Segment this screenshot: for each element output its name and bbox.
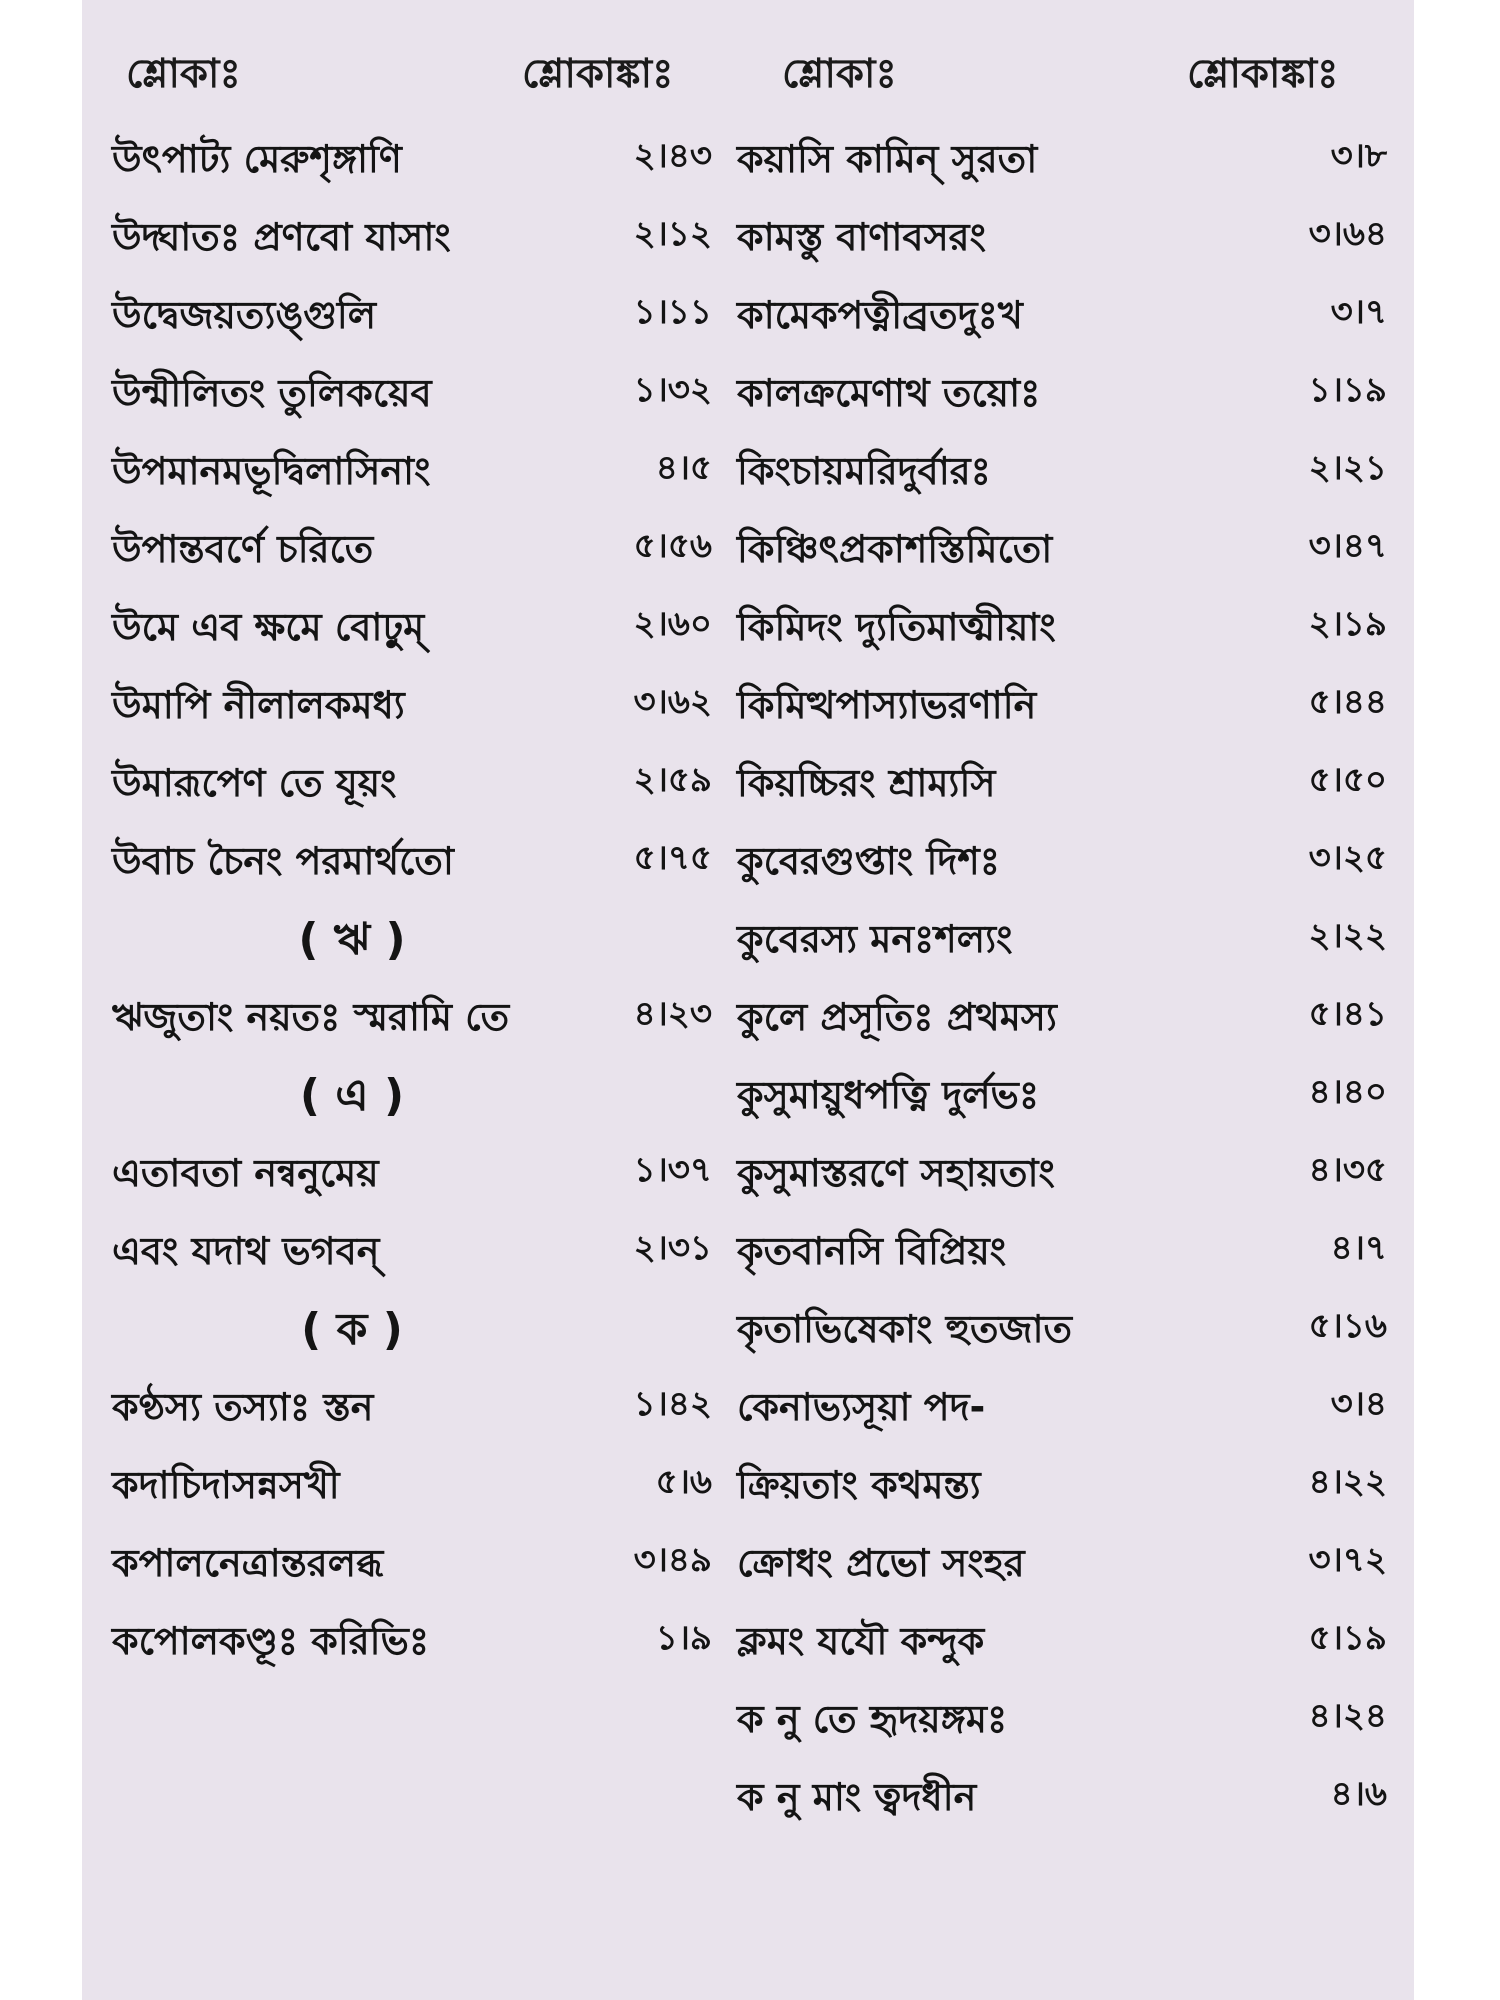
verse-reference: ২।২২	[1308, 916, 1387, 956]
section-letter: ( ক )	[301, 1304, 403, 1355]
verse-reference: ৫।৬	[655, 1462, 712, 1502]
right-ref-header: শ্লোকাঙ্কাঃ	[1187, 51, 1339, 97]
verse-first-line: কুবেরগুপ্তাং দিশঃ	[737, 839, 1001, 883]
index-entry	[737, 430, 1387, 500]
verse-first-line: ক্লমং যযৌ কন্দুক	[737, 1619, 985, 1663]
verse-first-line: এতাবতা নন্বনুমেয়	[112, 1151, 379, 1195]
verse-first-line: ক নু মাং ত্বদধীন	[737, 1775, 977, 1819]
index-entry	[737, 1132, 1387, 1202]
verse-first-line: উমাপি নীলালকমধ্য	[112, 683, 405, 727]
index-entry	[112, 664, 712, 734]
verse-reference: ১।১১	[633, 292, 712, 332]
verse-first-line: কপালনেত্রান্তরলব্ধ	[112, 1541, 384, 1585]
verse-first-line: কেনাভ্যসূয়া পদ-	[737, 1385, 986, 1429]
verse-reference: ১।৩২	[633, 370, 712, 410]
verse-first-line: এবং যদাথ ভগবন্	[112, 1229, 380, 1273]
verse-reference: ৪।২৪	[1308, 1696, 1387, 1736]
index-entry	[737, 1756, 1387, 1826]
verse-reference: ১।১৯	[1308, 370, 1387, 410]
verse-first-line: উমে এব ক্ষমে বোঢ়ুম্	[112, 605, 425, 649]
verse-reference: ১।৪২	[633, 1384, 712, 1424]
verse-reference: ২।২১	[1308, 448, 1387, 488]
index-entry	[112, 274, 712, 344]
verse-first-line: কপোলকণ্ডূঃ করিভিঃ	[112, 1619, 430, 1663]
verse-first-line: ক নু তে হৃদয়ঙ্গমঃ	[737, 1697, 1008, 1741]
index-entry	[112, 976, 712, 1046]
verse-reference: ৫।৪৪	[1308, 682, 1387, 722]
verse-reference: ৪।৩৫	[1308, 1150, 1387, 1190]
index-entry	[112, 352, 712, 422]
verse-reference: ৩।৮	[1330, 136, 1387, 176]
index-entry	[112, 118, 712, 188]
index-entry	[737, 1366, 1387, 1436]
verse-first-line: কৃতবানসি বিপ্রিয়ং	[737, 1229, 1007, 1273]
left-index-column	[112, 118, 712, 1978]
verse-reference: ২।১৯	[1308, 604, 1387, 644]
verse-reference: ৪।৭	[1330, 1228, 1387, 1268]
index-entry	[737, 1210, 1387, 1280]
index-entry	[737, 196, 1387, 266]
verse-reference: ৪।৫	[655, 448, 712, 488]
index-entry	[737, 1600, 1387, 1670]
index-entry	[737, 1522, 1387, 1592]
index-entry	[737, 742, 1387, 812]
verse-first-line: উপমানমভূদ্বিলাসিনাং	[112, 449, 431, 493]
verse-reference: ৩।৬২	[633, 682, 712, 722]
index-entry	[737, 898, 1387, 968]
verse-reference: ২।৫৯	[633, 760, 712, 800]
verse-first-line: কুসুমায়ুধপত্নি দুর্লভঃ	[737, 1073, 1040, 1117]
verse-reference: ৫।৫০	[1308, 760, 1387, 800]
index-entry	[112, 508, 712, 578]
index-entry	[737, 1444, 1387, 1514]
verse-first-line: কিংচায়মরিদুর্বারঃ	[737, 449, 991, 493]
verse-first-line: কামেকপত্নীব্রতদুঃখ	[737, 293, 1023, 337]
verse-reference: ২।৬০	[633, 604, 712, 644]
verse-reference: ৩।৪৯	[633, 1540, 712, 1580]
verse-reference: ৩।৭২	[1308, 1540, 1387, 1580]
index-entry	[112, 742, 712, 812]
index-entry	[112, 196, 712, 266]
index-entry	[737, 274, 1387, 344]
index-entry	[737, 820, 1387, 890]
section-heading	[112, 1288, 712, 1358]
verse-first-line: কণ্ঠস্য তস্যাঃ স্তন	[112, 1385, 374, 1429]
verse-first-line: কুবেরস্য মনঃশল্যং	[737, 917, 1013, 961]
verse-first-line: উন্মীলিতং তুলিকয়েব	[112, 371, 432, 415]
right-verse-header: শ্লোকাঃ	[782, 51, 897, 97]
verse-first-line: কয়াসি কামিন্ সুরতা	[737, 137, 1038, 181]
verse-reference: ৩।৪৭	[1308, 526, 1387, 566]
index-entry	[112, 430, 712, 500]
verse-first-line: উমারূপেণ তে যূয়ং	[112, 761, 397, 805]
verse-first-line: ঋজুতাং নয়তঃ স্মরামি তে	[112, 995, 510, 1039]
index-entry	[112, 1210, 712, 1280]
index-entry	[737, 1288, 1387, 1358]
verse-reference: ২।৪৩	[633, 136, 712, 176]
section-letter: ( ঋ )	[298, 914, 406, 965]
right-index-column	[737, 118, 1387, 1978]
verse-reference: ৫।৫৬	[633, 526, 712, 566]
verse-reference: ৩।৪	[1330, 1384, 1387, 1424]
verse-first-line: কুসুমাস্তরণে সহায়তাং	[737, 1151, 1055, 1195]
verse-reference: ৩।৬৪	[1308, 214, 1387, 254]
index-entry	[112, 1444, 712, 1514]
verse-first-line: কৃতাভিষেকাং হুতজাত	[737, 1307, 1073, 1351]
section-heading	[112, 1054, 712, 1124]
verse-reference: ৫।৭৫	[633, 838, 712, 878]
verse-first-line: কিয়চ্চিরং শ্রাম্যসি	[737, 761, 996, 805]
verse-first-line: কিমিত্থপাস্যাভরণানি	[737, 683, 1037, 727]
index-entry	[112, 1366, 712, 1436]
verse-reference: ৩।২৫	[1308, 838, 1387, 878]
verse-reference: ১।৩৭	[633, 1150, 712, 1190]
verse-reference: ৩।৭	[1330, 292, 1387, 332]
verse-reference: ৪।৬	[1330, 1774, 1387, 1814]
verse-reference: ৫।১৯	[1308, 1618, 1387, 1658]
verse-reference: ৪।৪০	[1308, 1072, 1387, 1112]
section-letter: ( এ )	[299, 1070, 405, 1121]
verse-reference: ২।১২	[633, 214, 712, 254]
index-entry	[112, 1132, 712, 1202]
verse-first-line: উপান্তবর্ণে চরিতে	[112, 527, 374, 571]
index-entry	[737, 664, 1387, 734]
left-verse-header: শ্লোকাঃ	[126, 51, 241, 97]
verse-first-line: ক্রিয়তাং কথমন্ত্য	[737, 1463, 981, 1507]
verse-first-line: উবাচ চৈনং পরমার্থতো	[112, 839, 454, 883]
verse-first-line: উৎপাট্য মেরুশৃঙ্গাণি	[112, 137, 402, 181]
verse-first-line: কিঞ্চিৎপ্রকাশস্তিমিতো	[737, 527, 1053, 571]
verse-reference: ৫।৪১	[1308, 994, 1387, 1034]
verse-reference: ১।৯	[655, 1618, 712, 1658]
verse-first-line: উদ্ঘাতঃ প্রণবো যাসাং	[112, 215, 451, 259]
verse-first-line: কালক্রমেণাথ তয়োঃ	[737, 371, 1041, 415]
verse-reference: ৫।১৬	[1308, 1306, 1387, 1346]
index-entry	[737, 118, 1387, 188]
section-heading	[112, 898, 712, 968]
index-entry	[112, 820, 712, 890]
column-header	[82, 32, 1414, 102]
left-ref-header: শ্লোকাঙ্কাঃ	[522, 51, 674, 97]
verse-first-line: কদাচিদাসন্নসখী	[112, 1463, 340, 1507]
index-entry	[737, 586, 1387, 656]
verse-first-line: ক্রোধং প্রভো সংহর	[737, 1541, 1025, 1585]
index-entry	[112, 1600, 712, 1670]
index-entry	[112, 586, 712, 656]
verse-first-line: কিমিদং দ্যুতিমাত্মীয়াং	[737, 605, 1056, 649]
index-entry	[737, 976, 1387, 1046]
verse-first-line: কুলে প্রসূতিঃ প্রথমস্য	[737, 995, 1057, 1039]
index-entry	[737, 1054, 1387, 1124]
book-page	[82, 0, 1414, 2000]
index-entry	[737, 352, 1387, 422]
verse-reference: ৪।২৩	[633, 994, 712, 1034]
verse-reference: ৪।২২	[1308, 1462, 1387, 1502]
verse-first-line: কামস্তু বাণাবসরং	[737, 215, 986, 259]
verse-first-line: উদ্বেজয়ত্যঙ্গুলি	[112, 293, 377, 337]
verse-reference: ২।৩১	[633, 1228, 712, 1268]
index-entry	[737, 508, 1387, 578]
index-entry	[112, 1522, 712, 1592]
index-entry	[737, 1678, 1387, 1748]
